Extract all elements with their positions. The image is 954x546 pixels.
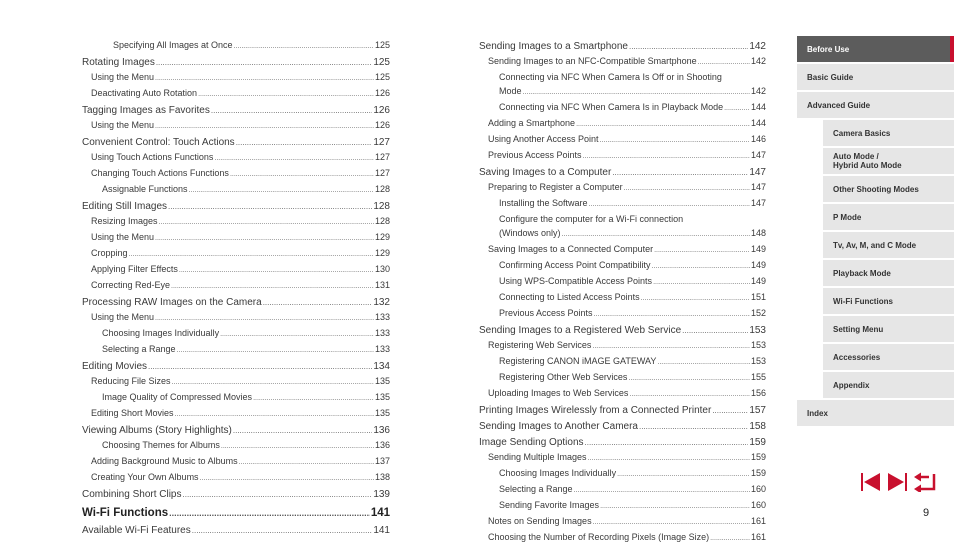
toc-entry[interactable]	[82, 166, 390, 182]
toc-entry[interactable]	[82, 310, 390, 326]
toc-entry-title: Viewing Albums (Story Highlights)	[82, 425, 232, 436]
toc-entry[interactable]	[82, 200, 390, 214]
toc-entry[interactable]	[479, 100, 766, 116]
toc-page-number: 126	[373, 105, 390, 116]
dot-leader	[710, 532, 750, 546]
toc-entry[interactable]	[82, 182, 390, 198]
sidebar-item-label: Appendix	[833, 380, 870, 390]
sidebar-item-wi-fi-functions[interactable]	[823, 288, 954, 314]
toc-entry-title: Using the Menu	[91, 120, 155, 130]
toc-entry-title: Confirming Access Point Compatibility	[499, 260, 651, 270]
toc-entry-title: Sending Images to Another Camera	[479, 421, 638, 432]
toc-page-number: 149	[750, 244, 766, 254]
toc-entry[interactable]	[82, 150, 390, 166]
toc-page-number: 147	[750, 182, 766, 192]
toc-entry[interactable]	[82, 390, 390, 406]
dot-leader	[200, 472, 374, 486]
sidebar-item-label: Playback Mode	[833, 268, 891, 278]
toc-entry[interactable]	[479, 196, 766, 212]
toc-entry-title: Previous Access Points	[488, 150, 582, 160]
dot-leader	[652, 260, 750, 274]
toc-page-number: 155	[750, 372, 766, 382]
sidebar-item-label: Basic Guide	[807, 72, 854, 82]
toc-page-number: 129	[374, 232, 390, 242]
toc-entry-title: Cropping	[91, 248, 128, 258]
toc-page-number: 125	[374, 40, 390, 50]
toc-entry[interactable]	[479, 258, 766, 274]
toc-entry[interactable]	[479, 306, 766, 322]
triangle-right-icon	[886, 472, 908, 492]
toc-entry[interactable]	[82, 118, 390, 134]
dot-leader	[155, 232, 374, 246]
prev-page-button[interactable]	[860, 472, 882, 492]
toc-entry-title: Installing the Software	[499, 198, 588, 208]
sidebar-item-label: P Mode	[833, 212, 862, 222]
toc-page-number: 138	[374, 472, 390, 482]
toc-entry-title: Using Another Access Point	[488, 134, 599, 144]
toc-entry[interactable]	[82, 246, 390, 262]
dot-leader	[159, 216, 374, 230]
toc-page-number: 128	[374, 184, 390, 194]
toc-entry-title: Registering Web Services	[488, 340, 592, 350]
toc-entry-title: Preparing to Register a Computer	[488, 182, 623, 192]
dot-leader	[198, 88, 374, 102]
dot-leader	[593, 516, 750, 530]
sidebar-item-setting-menu[interactable]	[823, 316, 954, 342]
toc-page-number: 142	[750, 86, 766, 96]
dot-leader	[589, 198, 750, 212]
toc-entry-title: Sending Images to an NFC-Compatible Smartphone	[488, 56, 697, 66]
page-number: 9	[923, 507, 930, 519]
toc-entry[interactable]	[82, 488, 390, 502]
toc-entry[interactable]	[82, 70, 390, 86]
dot-leader	[624, 182, 750, 196]
toc-entry[interactable]	[82, 104, 390, 118]
dot-leader	[179, 264, 374, 278]
dot-leader	[682, 324, 748, 338]
toc-page-number: 149	[750, 260, 766, 270]
dot-leader	[600, 134, 750, 148]
dot-leader	[583, 150, 750, 164]
toc-page-number: 125	[373, 57, 390, 68]
toc-page-number: 139	[373, 489, 390, 500]
toc-page-number: 127	[374, 168, 390, 178]
toc-entry[interactable]	[479, 274, 766, 290]
toc-entry-title: Printing Images Wirelessly from a Connected Printer	[479, 405, 712, 416]
dot-leader	[585, 436, 749, 450]
toc-entry-title: Uploading Images to Web Services	[488, 388, 629, 398]
dot-leader	[592, 340, 750, 354]
dot-leader	[523, 86, 750, 100]
dot-leader	[617, 468, 750, 482]
toc-entry-title: Adding a Smartphone	[488, 118, 576, 128]
toc-entry-title: Choosing the Number of Recording Pixels (Image Size)	[488, 532, 710, 542]
toc-column-right	[479, 38, 766, 546]
toc-page-number: 147	[749, 167, 766, 178]
toc-entry[interactable]	[479, 148, 766, 164]
toc-entry-title: Editing Movies	[82, 361, 148, 372]
toc-page-number: 132	[373, 297, 390, 308]
dot-leader	[239, 456, 374, 470]
toc-entry[interactable]	[479, 324, 766, 338]
dot-leader	[214, 152, 374, 166]
toc-entry[interactable]	[82, 86, 390, 102]
toc-entry[interactable]	[82, 296, 390, 310]
triangle-left-icon	[860, 472, 882, 492]
toc-page-number: 147	[750, 150, 766, 160]
dot-leader	[233, 424, 372, 438]
toc-page-number: 159	[750, 452, 766, 462]
dot-leader	[600, 500, 750, 514]
toc-entry-title: Configure the computer for a Wi-Fi connection	[499, 214, 684, 224]
dot-leader	[629, 40, 748, 54]
dot-leader	[234, 40, 374, 54]
toc-entry-title: Connecting to Listed Access Points	[499, 292, 640, 302]
toc-entry[interactable]	[479, 116, 766, 132]
return-arrow-icon	[912, 472, 936, 492]
sidebar-item-camera-basics[interactable]	[823, 120, 954, 146]
dot-leader	[129, 248, 374, 262]
toc-entry-title: (Windows only)	[499, 228, 561, 238]
toc-entry[interactable]	[479, 436, 766, 450]
dot-leader	[169, 505, 370, 521]
dot-leader	[628, 372, 750, 386]
toc-entry-title: Using the Menu	[91, 72, 155, 82]
toc-entry[interactable]	[82, 342, 390, 358]
dot-leader	[192, 524, 373, 538]
toc-entry-title: Wi-Fi Functions	[82, 507, 169, 519]
toc-page-number: 133	[374, 328, 390, 338]
toc-page-number: 130	[374, 264, 390, 274]
toc-page-number: 161	[750, 516, 766, 526]
toc-entry[interactable]	[479, 498, 766, 514]
toc-entry-title: Choosing Images Individually	[102, 328, 220, 338]
toc-page-number: 128	[374, 216, 390, 226]
toc-entry[interactable]	[479, 482, 766, 498]
toc-entry[interactable]	[82, 38, 390, 54]
toc-entry-title: Registering CANON iMAGE GATEWAY	[499, 356, 657, 366]
sidebar-item-playback-mode[interactable]	[823, 260, 954, 286]
dot-leader	[562, 228, 750, 242]
toc-page-number: 137	[374, 456, 390, 466]
toc-entry-title: Creating Your Own Albums	[91, 472, 199, 482]
toc-page-number: 157	[749, 405, 766, 416]
toc-entry-title: Choosing Images Individually	[499, 468, 617, 478]
toc-entry-title: Previous Access Points	[499, 308, 593, 318]
toc-entry-title: Processing RAW Images on the Camera	[82, 297, 262, 308]
toc-entry-title: Correcting Red-Eye	[91, 280, 171, 290]
toc-entry[interactable]	[479, 514, 766, 530]
dot-leader	[183, 488, 373, 502]
toc-entry[interactable]	[479, 338, 766, 354]
sidebar-item-p-mode[interactable]	[823, 204, 954, 230]
toc-entry[interactable]	[82, 278, 390, 294]
toc-page-number: 144	[750, 118, 766, 128]
toc-entry-title: Changing Touch Actions Functions	[91, 168, 229, 178]
toc-entry[interactable]	[82, 230, 390, 246]
toc-page-number: 153	[750, 356, 766, 366]
toc-page-number: 136	[374, 440, 390, 450]
toc-entry-title: Editing Short Movies	[91, 408, 174, 418]
toc-page-number: 129	[374, 248, 390, 258]
sidebar-item-before-use[interactable]	[797, 36, 954, 62]
toc-entry[interactable]	[82, 454, 390, 470]
sidebar-item-appendix[interactable]	[823, 372, 954, 398]
toc-entry[interactable]	[82, 524, 390, 538]
sidebar-item-index[interactable]	[797, 400, 954, 426]
sidebar-item-label: Auto Mode / Hybrid Auto Mode	[833, 152, 902, 170]
toc-entry-title: Sending Favorite Images	[499, 500, 600, 510]
sidebar-item-label: Index	[807, 408, 828, 418]
toc-entry-title: Sending Multiple Images	[488, 452, 587, 462]
toc-entry[interactable]	[82, 424, 390, 438]
toc-entry-title: Resizing Images	[91, 216, 158, 226]
toc-entry[interactable]	[479, 466, 766, 482]
toc-page-number: 136	[373, 425, 390, 436]
dot-leader	[576, 118, 750, 132]
toc-entry-title: Tagging Images as Favorites	[82, 105, 210, 116]
toc-page-number: 128	[373, 201, 390, 212]
dot-leader	[698, 56, 750, 70]
toc-entry[interactable]	[479, 54, 766, 70]
toc-entry-title: Notes on Sending Images	[488, 516, 592, 526]
sidebar-item-label: Other Shooting Modes	[833, 184, 919, 194]
toc-entry[interactable]	[82, 214, 390, 230]
dot-leader	[230, 168, 374, 182]
dot-leader	[189, 184, 374, 198]
dot-leader	[639, 420, 748, 434]
toc-entry[interactable]	[479, 290, 766, 306]
dot-leader	[236, 136, 373, 150]
toc-entry-title: Editing Still Images	[82, 201, 168, 212]
toc-entry[interactable]	[479, 132, 766, 148]
toc-entry-title: Selecting a Range	[499, 484, 573, 494]
toc-page-number: 141	[373, 525, 390, 536]
dot-leader	[220, 328, 374, 342]
toc-entry-title: Using the Menu	[91, 232, 155, 242]
toc-page-number: 158	[749, 421, 766, 432]
toc-entry-title: Assignable Functions	[102, 184, 188, 194]
dot-leader	[724, 102, 750, 116]
toc-entry[interactable]	[479, 370, 766, 386]
toc-entry[interactable]	[479, 450, 766, 466]
sidebar-item-label: Before Use	[807, 44, 850, 54]
next-page-button[interactable]	[886, 472, 908, 492]
toc-page-number: 161	[750, 532, 766, 542]
toc-page-number: 127	[374, 152, 390, 162]
page-navigation	[860, 472, 934, 492]
toc-entry[interactable]	[82, 374, 390, 390]
toc-page-number: 159	[749, 437, 766, 448]
return-button[interactable]	[912, 472, 934, 492]
dot-leader	[155, 72, 374, 86]
dot-leader	[175, 408, 374, 422]
toc-entry-title: Rotating Images	[82, 57, 155, 68]
toc-entry-title: Adding Background Music to Albums	[91, 456, 238, 466]
toc-page-number: 149	[750, 276, 766, 286]
toc-page-number: 146	[750, 134, 766, 144]
toc-entry-title: Image Quality of Compressed Movies	[102, 392, 253, 402]
dot-leader	[148, 360, 372, 374]
dot-leader	[221, 440, 374, 454]
toc-page-number: 135	[374, 392, 390, 402]
toc-entry-title: Mode	[499, 86, 522, 96]
toc-page-number: 133	[374, 344, 390, 354]
toc-entry[interactable]	[479, 166, 766, 180]
toc-page-number: 152	[750, 308, 766, 318]
toc-page-number: 156	[750, 388, 766, 398]
toc-page-number: 148	[750, 228, 766, 238]
toc-page-number: 160	[750, 484, 766, 494]
dot-leader	[657, 356, 750, 370]
toc-entry[interactable]	[479, 404, 766, 418]
toc-entry[interactable]	[82, 406, 390, 422]
dot-leader	[155, 312, 374, 326]
toc-entry[interactable]	[479, 84, 766, 100]
toc-page-number: 126	[374, 88, 390, 98]
dot-leader	[172, 376, 374, 390]
section-nav-sidebar	[797, 36, 954, 428]
toc-page-number: 153	[750, 340, 766, 350]
toc-page-number: 147	[750, 198, 766, 208]
dot-leader	[253, 392, 374, 406]
dot-leader	[588, 452, 750, 466]
toc-page-number: 141	[370, 507, 390, 519]
toc-entry[interactable]	[479, 242, 766, 258]
toc-page-number: 127	[373, 137, 390, 148]
dot-leader	[155, 120, 374, 134]
sidebar-item-tv-av-m-and-c-mode[interactable]	[823, 232, 954, 258]
toc-page-number: 131	[374, 280, 390, 290]
dot-leader	[612, 166, 748, 180]
toc-page-number: 144	[750, 102, 766, 112]
toc-entry[interactable]	[479, 40, 766, 54]
toc-chapter-entry[interactable]	[82, 505, 390, 521]
toc-entry-title: Choosing Themes for Albums	[102, 440, 220, 450]
toc-entry-title: Image Sending Options	[479, 437, 584, 448]
toc-entry-title: Reducing File Sizes	[91, 376, 171, 386]
toc-entry[interactable]	[82, 56, 390, 70]
dot-leader	[653, 276, 750, 290]
toc-entry-title: Using Touch Actions Functions	[91, 152, 214, 162]
toc-entry-title: Connecting via NFC When Camera Is in Playback Mode	[499, 102, 724, 112]
toc-entry-title: Saving Images to a Connected Computer	[488, 244, 654, 254]
toc-page-number: 133	[374, 312, 390, 322]
toc-entry[interactable]	[82, 438, 390, 454]
sidebar-item-label: Accessories	[833, 352, 881, 362]
toc-page-number: 126	[374, 120, 390, 130]
toc-page-number: 135	[374, 376, 390, 386]
toc-page-number: 160	[750, 500, 766, 510]
dot-leader	[156, 56, 372, 70]
dot-leader	[641, 292, 750, 306]
toc-entry-title: Specifying All Images at Once	[113, 40, 233, 50]
toc-entry-title: Selecting a Range	[102, 344, 176, 354]
toc-entry[interactable]	[479, 386, 766, 402]
dot-leader	[629, 388, 750, 402]
toc-page-number: 151	[750, 292, 766, 302]
toc-entry[interactable]	[479, 530, 766, 546]
toc-entry[interactable]	[479, 212, 766, 226]
toc-entry-title: Available Wi-Fi Features	[82, 525, 191, 536]
dot-leader	[171, 280, 374, 294]
toc-entry-title: Registering Other Web Services	[499, 372, 628, 382]
toc-entry[interactable]	[479, 180, 766, 196]
toc-entry[interactable]	[82, 360, 390, 374]
toc-page-number: 142	[750, 56, 766, 66]
sidebar-item-label: Wi-Fi Functions	[833, 296, 893, 306]
toc-entry[interactable]	[479, 354, 766, 370]
toc-entry-title: Deactivating Auto Rotation	[91, 88, 198, 98]
toc-page-number: 125	[374, 72, 390, 82]
toc-entry-title: Saving Images to a Computer	[479, 167, 612, 178]
dot-leader	[594, 308, 750, 322]
toc-page-number: 134	[373, 361, 390, 372]
sidebar-item-auto-mode-hybrid-auto-mode[interactable]	[823, 148, 954, 174]
toc-entry[interactable]	[82, 136, 390, 150]
sidebar-item-accessories[interactable]	[823, 344, 954, 370]
toc-entry-title: Sending Images to a Smartphone	[479, 41, 628, 52]
toc-column-left	[82, 38, 390, 538]
toc-entry-title: Using the Menu	[91, 312, 155, 322]
toc-entry-title: Combining Short Clips	[82, 489, 182, 500]
toc-entry[interactable]	[479, 70, 766, 84]
toc-entry[interactable]	[82, 262, 390, 278]
toc-page-number: 153	[749, 325, 766, 336]
toc-entry[interactable]	[82, 326, 390, 342]
dot-leader	[712, 404, 748, 418]
toc-page-number: 135	[374, 408, 390, 418]
sidebar-item-advanced-guide[interactable]	[797, 92, 954, 118]
sidebar-item-label: Setting Menu	[833, 324, 884, 334]
toc-entry[interactable]	[82, 470, 390, 486]
toc-entry-title: Sending Images to a Registered Web Service	[479, 325, 682, 336]
sidebar-item-label: Tv, Av, M, and C Mode	[833, 240, 917, 250]
dot-leader	[654, 244, 750, 258]
sidebar-item-basic-guide[interactable]	[797, 64, 954, 90]
toc-entry-title: Connecting via NFC When Camera Is Off or in Shooting	[499, 72, 722, 82]
sidebar-item-label: Advanced Guide	[807, 100, 871, 110]
toc-entry-title: Applying Filter Effects	[91, 264, 178, 274]
dot-leader	[263, 296, 373, 310]
dot-leader	[168, 200, 372, 214]
toc-entry[interactable]	[479, 226, 766, 242]
dot-leader	[177, 344, 374, 358]
sidebar-item-other-shooting-modes[interactable]	[823, 176, 954, 202]
dot-leader	[211, 104, 372, 118]
toc-page-number: 159	[750, 468, 766, 478]
toc-page-number: 142	[749, 41, 766, 52]
sidebar-item-label: Camera Basics	[833, 128, 891, 138]
toc-entry-title: Convenient Control: Touch Actions	[82, 137, 235, 148]
toc-entry[interactable]	[479, 420, 766, 434]
dot-leader	[574, 484, 750, 498]
toc-entry-title: Using WPS-Compatible Access Points	[499, 276, 653, 286]
